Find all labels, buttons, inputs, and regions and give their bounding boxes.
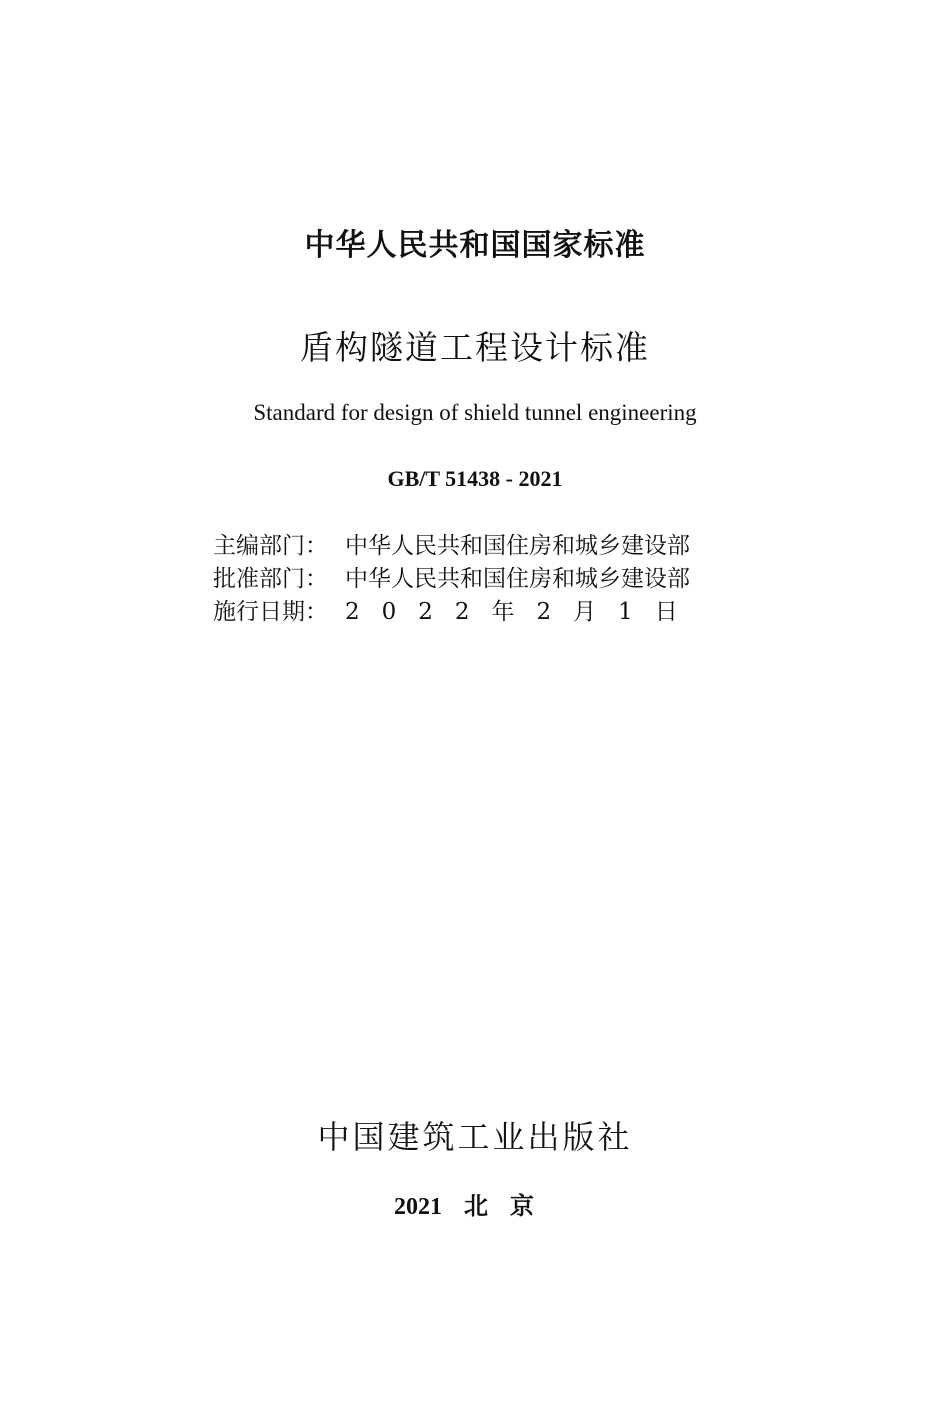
national-standard-heading: 中华人民共和国国家标准: [304, 228, 646, 263]
effective-date-row: [213, 596, 700, 629]
standard-code: GB/T 51438 - 2021: [387, 466, 563, 491]
publication-year: 2021: [394, 1194, 442, 1220]
effective-date-label: 施行日期：: [213, 599, 328, 625]
chief-editor-label: 主编部门：: [213, 533, 328, 559]
approval-value: 中华人民共和国住房和城乡建设部: [345, 566, 690, 592]
approval-label: 批准部门：: [213, 566, 328, 592]
chief-editor-value: 中华人民共和国住房和城乡建设部: [345, 533, 690, 559]
standard-title-english: Standard for design of shield tunnel engineering: [253, 400, 697, 425]
standard-title-chinese: 盾构隧道工程设计标准: [300, 328, 650, 367]
chief-editor-row: [213, 530, 700, 563]
effective-date-value: 2022年2月1日: [345, 599, 700, 625]
standard-info-block: [213, 530, 700, 629]
publication-place-year: [0, 1186, 950, 1221]
publisher-name: 中国建筑工业出版社: [317, 1118, 633, 1156]
approval-row: [213, 563, 700, 596]
publication-city: 北京: [464, 1194, 556, 1220]
